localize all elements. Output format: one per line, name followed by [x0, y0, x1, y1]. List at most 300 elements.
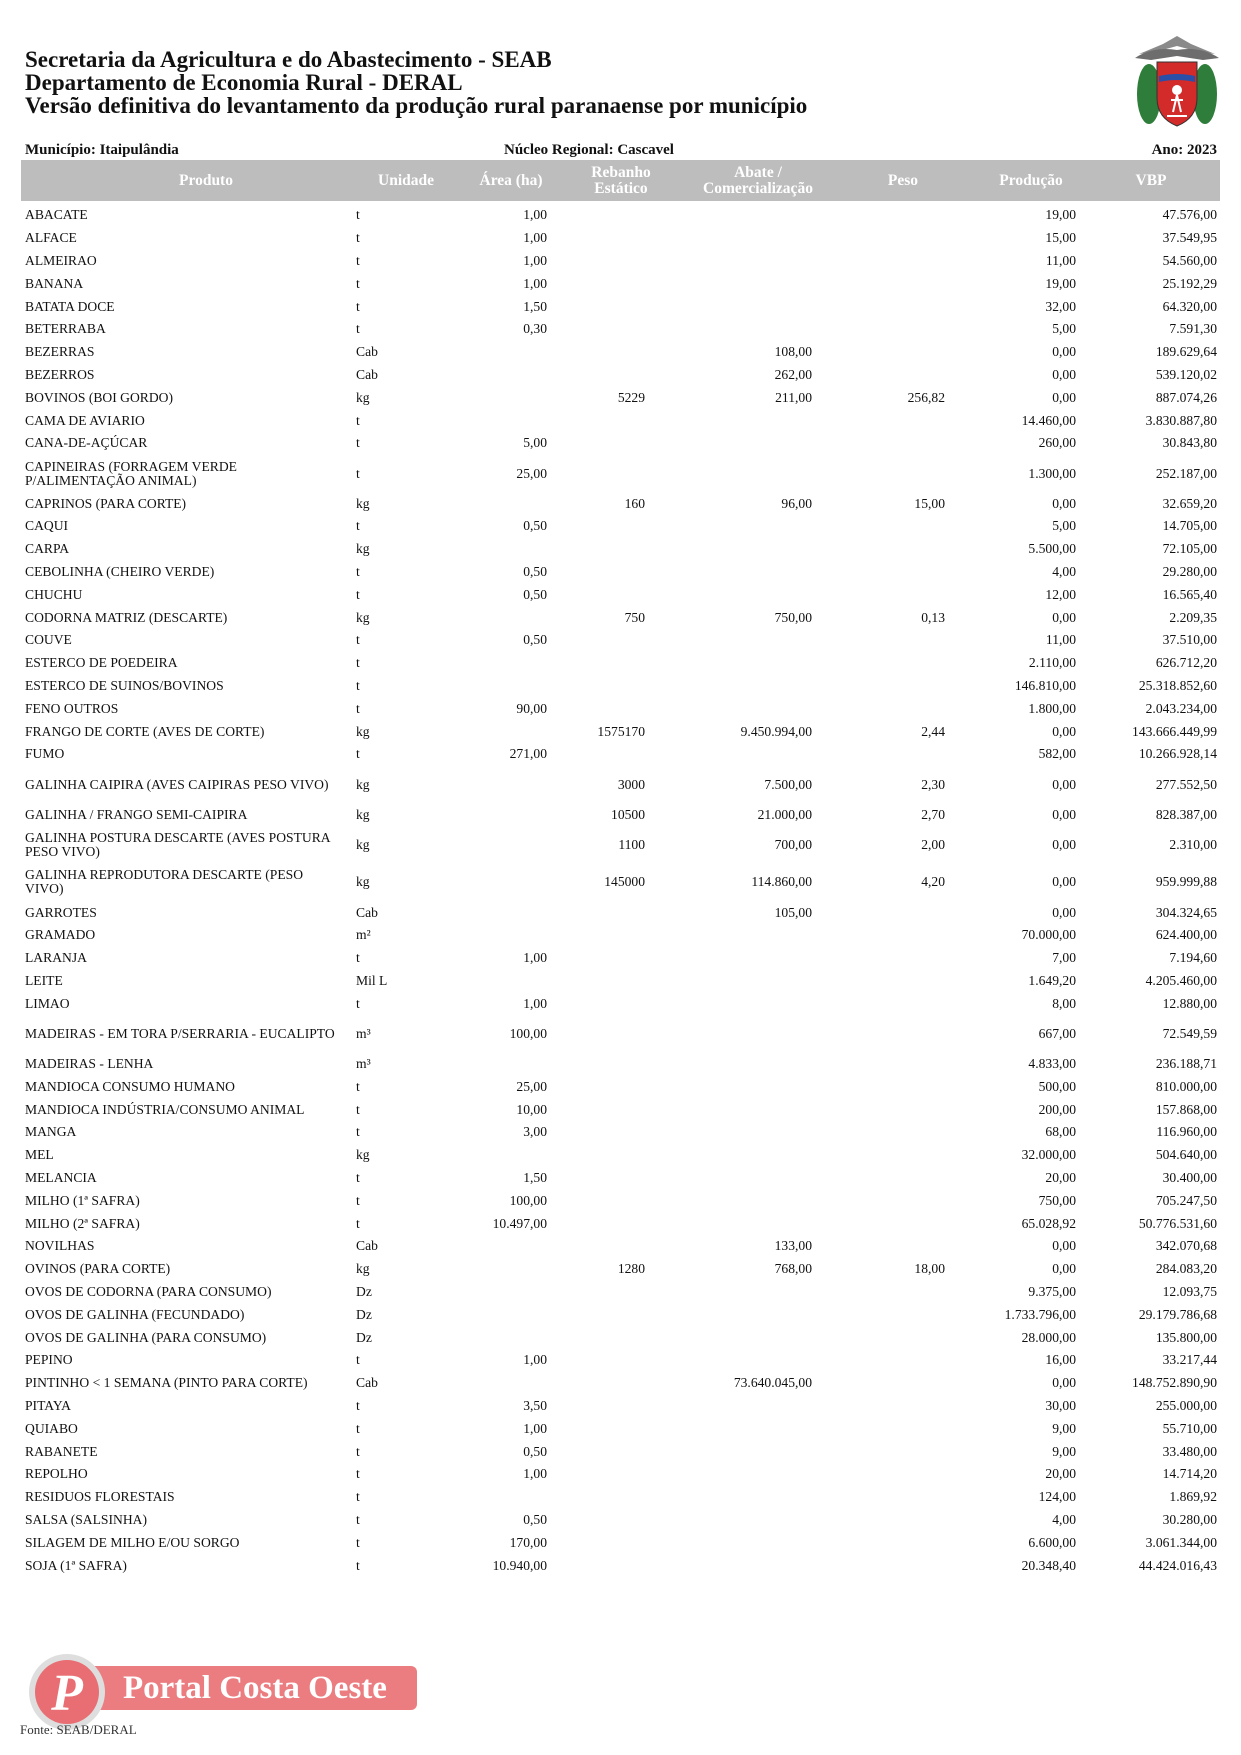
table-row	[0, 629, 1241, 652]
cell-area: 25,00	[516, 465, 547, 481]
table-row	[0, 697, 1241, 720]
cell-peso: 4,20	[921, 874, 945, 890]
cell-producao: 20,00	[1045, 1169, 1076, 1185]
cell-produto: OVOS DE GALINHA (PARA CONSUMO)	[25, 1329, 267, 1345]
cell-unidade: Cab	[356, 344, 378, 360]
cell-vbp: 304.324,65	[1155, 904, 1217, 920]
cell-producao: 6.600,00	[1028, 1534, 1076, 1550]
cell-unidade: t	[356, 632, 360, 648]
cell-area: 1,00	[523, 252, 547, 268]
table-row	[0, 364, 1241, 387]
municipio-label: Município: Itaipulândia	[25, 142, 179, 158]
cell-vbp: 25.318.852,60	[1138, 678, 1217, 694]
cell-produto: CAPRINOS (PARA CORTE)	[25, 495, 187, 511]
cell-unidade: kg	[356, 806, 370, 822]
cell-produto: BATATA DOCE	[25, 298, 115, 314]
cell-producao: 65.028,92	[1021, 1215, 1076, 1231]
cell-vbp: 30.843,80	[1162, 435, 1217, 451]
cell-produto: ABACATE	[25, 207, 88, 223]
cell-unidade: Cab	[356, 1375, 378, 1391]
cell-produto: GALINHA CAIPIRA (AVES CAIPIRAS PESO VIVO)	[25, 776, 329, 792]
table-row	[0, 1531, 1241, 1554]
cell-vbp: 50.776.531,60	[1138, 1215, 1217, 1231]
column-rebanho-line2: Estático	[594, 180, 648, 197]
table-row	[0, 864, 1241, 902]
cell-producao: 260,00	[1038, 435, 1076, 451]
cell-unidade: t	[356, 207, 360, 223]
table-row	[0, 970, 1241, 993]
cell-vbp: 626.712,20	[1155, 655, 1217, 671]
cell-producao: 4.833,00	[1028, 1056, 1076, 1071]
cell-produto: CEBOLINHA (CHEIRO VERDE)	[25, 564, 215, 580]
cell-producao: 500,00	[1038, 1078, 1076, 1094]
cell-abate: 108,00	[774, 344, 812, 360]
table-row	[0, 1144, 1241, 1167]
cell-rebanho: 3000	[617, 776, 645, 792]
cell-producao: 9,00	[1052, 1420, 1076, 1436]
cell-producao: 667,00	[1038, 1025, 1076, 1041]
cell-area: 0,50	[523, 518, 547, 534]
cell-abate: 96,00	[781, 495, 812, 511]
cell-area: 1,00	[523, 995, 547, 1011]
report-title-block	[25, 48, 807, 117]
cell-produto: CAQUI	[25, 518, 69, 534]
cell-produto: RESIDUOS FLORESTAIS	[25, 1489, 175, 1505]
table-row	[0, 1486, 1241, 1509]
cell-unidade: kg	[356, 874, 370, 890]
cell-area: 90,00	[516, 700, 547, 716]
cell-produto: CODORNA MATRIZ (DESCARTE)	[25, 609, 228, 625]
cell-producao: 32.000,00	[1021, 1147, 1076, 1163]
cell-vbp: 37.549,95	[1162, 230, 1217, 246]
cell-vbp: 284.083,20	[1155, 1261, 1217, 1277]
cell-produto: OVOS DE CODORNA (PARA CONSUMO)	[25, 1283, 272, 1299]
cell-producao: 5.500,00	[1028, 541, 1076, 557]
cell-produto: LIMAO	[25, 995, 70, 1011]
ano-label: Ano: 2023	[1151, 142, 1217, 158]
cell-area: 3,50	[523, 1397, 547, 1413]
cell-produto: CAMA DE AVIARIO	[25, 412, 145, 428]
cell-produto: SALSA (SALSINHA)	[25, 1511, 147, 1527]
cell-producao: 2.110,00	[1028, 655, 1076, 671]
cell-produto: LARANJA	[25, 950, 87, 966]
cell-area: 1,00	[523, 207, 547, 223]
cell-producao: 0,00	[1052, 1375, 1076, 1391]
cell-vbp: 828.387,00	[1155, 806, 1217, 822]
cell-vbp: 72.105,00	[1162, 541, 1217, 557]
title-deral: Departamento de Economia Rural - DERAL	[25, 70, 463, 95]
cell-unidade: t	[356, 1192, 360, 1208]
table-row	[0, 1303, 1241, 1326]
cell-produto: ESTERCO DE POEDEIRA	[25, 655, 178, 671]
cell-vbp: 887.074,26	[1155, 389, 1217, 405]
cell-produto: MILHO (2ª SAFRA)	[25, 1215, 140, 1231]
cell-producao: 146.810,00	[1014, 678, 1076, 694]
cell-produto: CARPA	[25, 541, 70, 557]
cell-area: 1,00	[523, 950, 547, 966]
cell-vbp: 277.552,50	[1155, 776, 1217, 792]
cell-vbp: 47.576,00	[1162, 207, 1217, 223]
cell-area: 0,50	[523, 586, 547, 602]
cell-produto: COUVE	[25, 632, 72, 648]
cell-unidade: t	[356, 1215, 360, 1231]
cell-vbp: 143.666.449,99	[1132, 723, 1217, 739]
cell-unidade: t	[356, 1511, 360, 1527]
table-row	[0, 652, 1241, 675]
cell-producao: 20,00	[1045, 1466, 1076, 1482]
table-row	[0, 947, 1241, 970]
title-versao: Versão definitiva do levantamento da produção rural paranaense por município	[25, 93, 808, 118]
cell-vbp: 54.560,00	[1162, 252, 1217, 268]
cell-abate: 73.640.045,00	[733, 1375, 812, 1391]
cell-vbp: 37.510,00	[1162, 632, 1217, 648]
cell-unidade: t	[356, 1534, 360, 1550]
column-rebanho-line1: Rebanho	[591, 164, 651, 181]
cell-produto: RABANETE	[25, 1443, 98, 1459]
cell-unidade: kg	[356, 723, 370, 739]
cell-unidade: t	[356, 700, 360, 716]
table-row	[0, 606, 1241, 629]
cell-produto: MELANCIA	[25, 1169, 97, 1185]
cell-vbp: 148.752.890,90	[1132, 1375, 1217, 1391]
cell-unidade: Dz	[356, 1306, 372, 1322]
column-abate-line1: Abate /	[734, 164, 782, 181]
cell-producao: 0,00	[1052, 874, 1076, 890]
cell-vbp: 32.659,20	[1162, 495, 1217, 511]
table-row	[0, 924, 1241, 947]
cell-unidade: kg	[356, 541, 370, 557]
cell-vbp: 3.830.887,80	[1145, 412, 1217, 428]
cell-unidade: kg	[356, 776, 370, 792]
cell-unidade: t	[356, 435, 360, 451]
cell-producao: 30,00	[1045, 1397, 1076, 1413]
table-row	[0, 227, 1241, 250]
cell-produto: GALINHA POSTURA DESCARTE (AVES POSTURA PESO VIVO)	[25, 829, 330, 859]
cell-produto: MANGA	[25, 1124, 77, 1140]
cell-vbp: 30.400,00	[1162, 1169, 1217, 1185]
cell-unidade: kg	[356, 1261, 370, 1277]
cell-producao: 9.375,00	[1028, 1283, 1076, 1299]
cell-abate: 262,00	[774, 366, 812, 382]
cell-abate: 21.000,00	[757, 806, 812, 822]
table-row	[0, 1395, 1241, 1418]
cell-producao: 1.649,20	[1028, 972, 1076, 988]
table-row	[0, 826, 1241, 864]
table-row	[0, 492, 1241, 515]
cell-producao: 200,00	[1038, 1101, 1076, 1117]
table-row	[0, 1509, 1241, 1532]
cell-produto: MEL	[25, 1147, 54, 1163]
cell-vbp: 10.266.928,14	[1138, 746, 1217, 762]
cell-abate: 211,00	[775, 389, 812, 405]
cell-unidade: t	[356, 1466, 360, 1482]
table-row	[0, 1349, 1241, 1372]
cell-vbp: 624.400,00	[1155, 927, 1217, 943]
cell-unidade: kg	[356, 1147, 370, 1163]
cell-area: 10,00	[516, 1101, 547, 1117]
cell-vbp: 14.714,20	[1162, 1466, 1217, 1482]
cell-area: 1,00	[523, 1466, 547, 1482]
cell-vbp: 7.194,60	[1169, 950, 1217, 966]
cell-produto: BANANA	[25, 275, 84, 291]
cell-unidade: t	[356, 298, 360, 314]
cell-produto: FUMO	[25, 746, 65, 762]
cell-producao: 0,00	[1052, 609, 1076, 625]
cell-producao: 70.000,00	[1021, 927, 1076, 943]
column-area: Área (ha)	[479, 172, 543, 189]
cell-peso: 2,70	[921, 806, 945, 822]
cell-producao: 750,00	[1038, 1192, 1076, 1208]
cell-area: 1,00	[523, 1352, 547, 1368]
cell-area: 170,00	[509, 1534, 547, 1550]
table-row	[0, 1258, 1241, 1281]
cell-vbp: 72.549,59	[1162, 1025, 1217, 1041]
cell-producao: 8,00	[1052, 995, 1076, 1011]
cell-peso: 2,30	[921, 776, 945, 792]
table-row	[0, 561, 1241, 584]
cell-produto: ESTERCO DE SUINOS/BOVINOS	[25, 678, 224, 694]
cell-produto: ALMEIRAO	[25, 252, 97, 268]
cell-vbp: 539.120,02	[1155, 366, 1217, 382]
cell-vbp: 7.591,30	[1169, 321, 1217, 337]
cell-producao: 68,00	[1045, 1124, 1076, 1140]
cell-rebanho: 160	[624, 495, 645, 511]
cell-vbp: 29.179.786,68	[1138, 1306, 1217, 1322]
cell-vbp: 504.640,00	[1155, 1147, 1217, 1163]
table-row	[0, 1554, 1241, 1577]
cell-vbp: 30.280,00	[1162, 1511, 1217, 1527]
parana-coat-of-arms-icon	[1133, 32, 1221, 132]
column-abate	[673, 165, 843, 197]
cell-unidade: t	[356, 1169, 360, 1185]
cell-rebanho: 1280	[617, 1261, 645, 1277]
watermark-logo-letter: P	[51, 1665, 83, 1722]
cell-unidade: t	[356, 275, 360, 291]
cell-rebanho: 750	[624, 609, 645, 625]
cell-produto: GALINHA / FRANGO SEMI-CAIPIRA	[25, 806, 248, 822]
cell-vbp: 2.209,35	[1169, 609, 1217, 625]
cell-producao: 4,00	[1052, 1511, 1076, 1527]
cell-unidade: m²	[356, 927, 371, 943]
cell-vbp: 33.480,00	[1162, 1443, 1217, 1459]
cell-area: 100,00	[509, 1192, 547, 1208]
cell-vbp: 25.192,29	[1162, 275, 1217, 291]
cell-abate: 105,00	[774, 904, 812, 920]
cell-unidade: t	[356, 1101, 360, 1117]
cell-producao: 32,00	[1045, 298, 1076, 314]
cell-producao: 28.000,00	[1021, 1329, 1076, 1345]
table-row	[0, 803, 1241, 826]
cell-rebanho: 1100	[618, 836, 645, 852]
cell-unidade: t	[356, 746, 360, 762]
cell-rebanho: 145000	[604, 874, 645, 890]
cell-producao: 20.348,40	[1021, 1557, 1076, 1573]
cell-unidade: t	[356, 950, 360, 966]
cell-unidade: kg	[356, 495, 370, 511]
cell-rebanho: 1575170	[597, 723, 645, 739]
cell-produto: MILHO (1ª SAFRA)	[25, 1192, 140, 1208]
column-produto: Produto	[179, 172, 233, 189]
cell-unidade: t	[356, 1397, 360, 1413]
cell-producao: 15,00	[1045, 230, 1076, 246]
cell-produto: SOJA (1ª SAFRA)	[25, 1557, 127, 1573]
cell-produto: PITAYA	[25, 1397, 71, 1413]
cell-rebanho: 10500	[611, 806, 645, 822]
cell-unidade: Cab	[356, 904, 378, 920]
cell-unidade: m³	[356, 1025, 371, 1041]
cell-vbp: 55.710,00	[1162, 1420, 1217, 1436]
table-row	[0, 515, 1241, 538]
cell-vbp: 1.869,92	[1169, 1489, 1217, 1505]
column-peso: Peso	[887, 172, 919, 189]
cell-producao: 4,00	[1052, 564, 1076, 580]
cell-produto: MANDIOCA INDÚSTRIA/CONSUMO ANIMAL	[25, 1101, 305, 1117]
cell-area: 0,50	[523, 564, 547, 580]
cell-producao: 0,00	[1052, 904, 1076, 920]
cell-produto: GARROTES	[25, 904, 97, 920]
cell-produto: CAPINEIRAS (FORRAGEM VERDE P/ALIMENTAÇÃO ANIMAL)	[25, 458, 237, 488]
cell-produto: NOVILHAS	[25, 1238, 95, 1254]
cell-rebanho: 5229	[617, 389, 645, 405]
table-row	[0, 250, 1241, 273]
table-row	[0, 1167, 1241, 1190]
table-row	[0, 1440, 1241, 1463]
cell-produto: LEITE	[25, 972, 63, 988]
table-row	[0, 766, 1241, 804]
cell-produto: BETERRABA	[25, 321, 106, 337]
cell-peso: 0,13	[921, 609, 945, 625]
cell-area: 0,50	[523, 1511, 547, 1527]
cell-area: 1,00	[523, 230, 547, 246]
cell-unidade: t	[356, 321, 360, 337]
cell-area: 1,50	[523, 1169, 547, 1185]
cell-peso: 15,00	[914, 495, 945, 511]
cell-unidade: t	[356, 252, 360, 268]
cell-area: 1,00	[523, 1420, 547, 1436]
cell-produto: ALFACE	[25, 230, 77, 246]
cell-area: 10.497,00	[492, 1215, 547, 1231]
table-row	[0, 743, 1241, 766]
cell-unidade: kg	[356, 389, 370, 405]
cell-producao: 1.300,00	[1028, 465, 1076, 481]
cell-unidade: m³	[356, 1056, 371, 1071]
cell-unidade: t	[356, 655, 360, 671]
cell-producao: 5,00	[1052, 518, 1076, 534]
cell-unidade: kg	[356, 836, 370, 852]
cell-producao: 19,00	[1045, 275, 1076, 291]
cell-producao: 0,00	[1052, 806, 1076, 822]
watermark-text: Portal Costa Oeste	[123, 1670, 387, 1706]
cell-unidade: Cab	[356, 1238, 378, 1254]
cell-area: 1,50	[523, 298, 547, 314]
column-unidade: Unidade	[378, 172, 434, 189]
cell-produto: SILAGEM DE MILHO E/OU SORGO	[25, 1534, 240, 1550]
cell-area: 0,30	[523, 321, 547, 337]
column-abate-line2: Comercialização	[703, 180, 813, 197]
table-row	[0, 272, 1241, 295]
cell-area: 0,50	[523, 1443, 547, 1459]
cell-producao: 0,00	[1052, 366, 1076, 382]
cell-produto: BEZERROS	[25, 366, 95, 382]
cell-abate: 133,00	[774, 1238, 812, 1254]
cell-area: 0,50	[523, 632, 547, 648]
cell-abate: 9.450.994,00	[740, 723, 812, 739]
cell-vbp: 252.187,00	[1155, 465, 1217, 481]
cell-producao: 0,00	[1052, 1261, 1076, 1277]
table-row	[0, 720, 1241, 743]
cell-produto: PINTINHO < 1 SEMANA (PINTO PARA CORTE)	[25, 1375, 308, 1391]
cell-vbp: 16.565,40	[1162, 586, 1217, 602]
cell-unidade: Mil L	[356, 972, 388, 988]
table-row	[0, 1326, 1241, 1349]
cell-producao: 0,00	[1052, 495, 1076, 511]
table-row	[0, 318, 1241, 341]
cell-vbp: 12.093,75	[1162, 1283, 1217, 1299]
cell-vbp: 157.868,00	[1155, 1101, 1217, 1117]
cell-vbp: 64.320,00	[1162, 298, 1217, 314]
cell-area: 271,00	[509, 746, 547, 762]
cell-produto: OVINOS (PARA CORTE)	[25, 1261, 171, 1277]
cell-vbp: 342.070,68	[1155, 1238, 1217, 1254]
table-row	[0, 583, 1241, 606]
cell-unidade: kg	[356, 609, 370, 625]
cell-produto: MANDIOCA CONSUMO HUMANO	[25, 1078, 235, 1094]
nucleo-regional-label: Núcleo Regional: Cascavel	[504, 142, 674, 158]
cell-unidade: t	[356, 995, 360, 1011]
cell-peso: 2,00	[921, 836, 945, 852]
cell-vbp: 116.960,00	[1156, 1124, 1217, 1140]
cell-produto: GRAMADO	[25, 927, 96, 943]
cell-produto: OVOS DE GALINHA (FECUNDADO)	[25, 1306, 245, 1322]
cell-producao: 0,00	[1052, 1238, 1076, 1254]
table-row	[0, 1075, 1241, 1098]
cell-producao: 1.733.796,00	[1004, 1306, 1076, 1322]
table-row	[0, 204, 1241, 227]
cell-area: 3,00	[523, 1124, 547, 1140]
cell-vbp: 236.188,71	[1155, 1056, 1217, 1071]
cell-abate: 750,00	[774, 609, 812, 625]
cell-unidade: t	[356, 518, 360, 534]
cell-producao: 0,00	[1052, 389, 1076, 405]
cell-unidade: Dz	[356, 1283, 372, 1299]
cell-unidade: t	[356, 1557, 360, 1573]
cell-unidade: t	[356, 1352, 360, 1368]
cell-unidade: t	[356, 412, 360, 428]
cell-produto: BEZERRAS	[25, 344, 95, 360]
cell-producao: 0,00	[1052, 776, 1076, 792]
cell-producao: 11,00	[1045, 252, 1076, 268]
cell-abate: 700,00	[774, 836, 812, 852]
cell-unidade: t	[356, 564, 360, 580]
column-producao: Produção	[999, 172, 1063, 189]
cell-area: 100,00	[509, 1025, 547, 1041]
cell-unidade: t	[356, 465, 360, 481]
cell-vbp: 705.247,50	[1155, 1192, 1217, 1208]
cell-producao: 9,00	[1052, 1443, 1076, 1459]
cell-producao: 12,00	[1045, 586, 1076, 602]
cell-unidade: Cab	[356, 366, 378, 382]
cell-producao: 124,00	[1038, 1489, 1076, 1505]
cell-producao: 11,00	[1045, 632, 1076, 648]
table-row	[0, 295, 1241, 318]
cell-producao: 582,00	[1038, 746, 1076, 762]
cell-produto: PEPINO	[25, 1352, 73, 1368]
cell-produto: QUIABO	[25, 1420, 78, 1436]
table-row	[0, 1098, 1241, 1121]
cell-peso: 256,82	[907, 389, 945, 405]
table-row	[0, 1053, 1241, 1076]
cell-produto: GALINHA REPRODUTORA DESCARTE (PESO VIVO)	[25, 867, 304, 897]
